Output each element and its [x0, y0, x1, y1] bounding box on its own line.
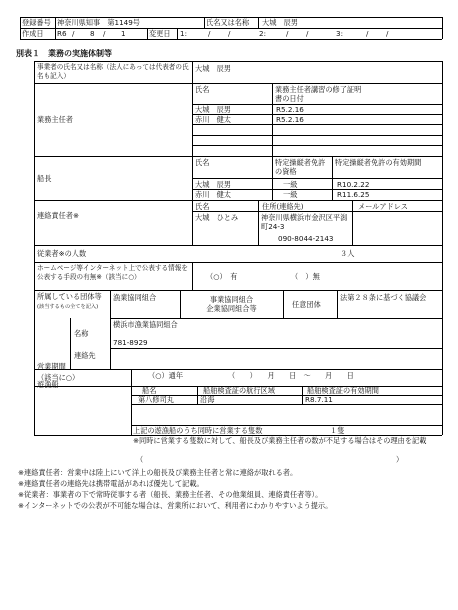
vessel-row-1-expiry: R8.7.11 — [305, 395, 333, 404]
manager-row-2-date: R5.2.16 — [276, 115, 304, 124]
change-date-1: 1: — [180, 29, 187, 38]
captain-row-1-name: 大城 辰男 — [195, 180, 231, 189]
vessel-reason-close: ） — [396, 455, 404, 464]
reg-number-label: 登録番号 — [22, 18, 51, 27]
org-col-voluntary: 任意団体 — [292, 300, 321, 309]
homepage-label: ホームページ等インターネット上で公表する情報を公表する手段の有無※（該当に○） — [37, 264, 188, 281]
vessel-col-area: 船舶検査証の航行区域 — [203, 386, 275, 395]
homepage-yes: （○） 有 — [206, 272, 238, 281]
vessel-row-1-area: 沿海 — [200, 395, 215, 404]
org-col-council: 法第２８条に基づく協議会 — [340, 293, 427, 302]
vessel-reason-open: （ — [136, 455, 144, 464]
manager-row-1-name: 大城 辰男 — [195, 105, 231, 114]
captain-label: 船長 — [37, 174, 52, 183]
contact-col-name: 氏名 — [195, 202, 210, 211]
footnote-2: ※連絡責任者の連絡先は携帯電話があれば優先して記載。 — [18, 479, 204, 488]
contact-phone: 090-8044-2143 — [278, 234, 334, 243]
created-era: R6 — [57, 29, 67, 38]
homepage-no: （ ）無 — [291, 272, 320, 281]
manager-row-1-date: R5.2.16 — [276, 105, 304, 114]
contact-label: 連絡責任者※ — [37, 211, 79, 220]
vessel-col-name: 船名 — [142, 386, 157, 395]
captain-col-expiry: 特定操縦者免許の有効期間 — [335, 158, 422, 167]
name-value: 大城 辰男 — [262, 18, 298, 27]
org-name-value: 横浜市漁業協同組合 — [113, 320, 178, 329]
reg-number-value: 神奈川県知事 第1149号 — [57, 18, 140, 27]
captain-row-2-expiry: R11.6.25 — [337, 190, 370, 199]
captain-row-1-license: 一級 — [283, 180, 298, 189]
org-contact-label: 連絡先 — [74, 351, 96, 360]
vessel-col-expiry: 船舶検査証の有効期間 — [307, 386, 379, 395]
captain-row-2-name: 赤川 健太 — [195, 190, 231, 199]
org-label: 所属している団体等 — [37, 292, 102, 301]
contact-name: 大城 ひとみ — [195, 213, 239, 222]
created-date-label: 作成日 — [22, 29, 44, 38]
business-name-value: 大城 辰男 — [195, 64, 231, 73]
business-name-label: 事業者の氏名又は名称（法人にあっては代表者の氏名も記入） — [37, 63, 189, 80]
vessel-label: 遊漁船 — [37, 380, 59, 389]
employees-value: ３人 — [340, 249, 355, 258]
org-label-note: (該当するもの全てを記入) — [37, 304, 99, 310]
manager-label: 業務主任者 — [37, 115, 73, 124]
created-day: 1 — [121, 29, 126, 38]
manager-col-name: 氏名 — [195, 85, 210, 94]
footnote-4: ※インターネットでの公表が不可能な場合は、営業所において、利用者にわかりやすいよう提示。 — [18, 501, 333, 510]
contact-col-address: 住所(連絡先) — [262, 202, 304, 211]
org-name-label: 名称 — [74, 329, 89, 338]
captain-row-1-expiry: R10.2.22 — [337, 180, 370, 189]
period-label: 営業期間 — [37, 362, 66, 371]
name-label: 氏名又は名称 — [206, 18, 250, 27]
period-range: （ ） 月 日 ～ 月 日 — [228, 371, 354, 380]
captain-row-2-license: 一級 — [283, 190, 298, 199]
document-page: 登録番号 神奈川県知事 第1149号 氏名又は名称 大城 辰男 作成日 R6 / 8 / 1 変更日 1: / / 2: / / 3: / / 別表１ 業務の実施体制等 事業者の氏名又は名称（法人にあっては代表者の氏名も記入） 大城 辰男 業務主任者 氏名 業務主任者講習の修了証明書の日付 大城 辰男 R5.2.16 赤川 健太 R5.2.16 船長 氏名 特定操縦者免許の資格 特定操縦者免許の有効期間 大城 辰男 一級 R10.2.22 赤川 健太 一級 R11.6.25 連絡責任者※ 氏名 住所(連絡先) メールアドレス 大城 ひとみ 神奈川県横浜市金沢区平潟町24-3 090-8044-2143 従業者※の人数 ３人 ホームページ等インターネット上で公表する情報を公表する手段の有無※（該当に○） （○） 有 （ ）無 所属している団体等 (該当するもの全てを記入) 漁業協同組合 事業協同組合 企業協同組合等 任意団体 法第２８条に基づく協議会 名称 横浜市漁業協同組合 連絡先 781-8929 営業期間 （該当に○） （○）通年 （ ） 月 日 ～ 月 日 遊漁船 船名 船舶検査証の航行区域 船舶検査証の有効期間 第八修司丸 沿海 R8.7.11 上記の遊漁船のうち同時に営業する隻数 １隻 ※同時に営業する隻数に対して、船長及び業務主任者の数が不足する場合はその理由を記載 （ ） ※連絡責任者：営業中は陸上にいて洋上の船長及び業務主任者と常に連絡が取れる者。 ※連絡責任者の連絡先は携帯電話があれば優先して記載。 ※従業者：事業者の下で常時従事する者（船長、業務主任者、その他業組員、連絡責任者等）。 ※インターネットでの公表が不可能な場合は、営業所において、利用者にわかりやすいよう提示。 — [0, 0, 458, 610]
period-label-note: （該当に○） — [37, 373, 80, 382]
period-yearround: （○）通年 — [148, 371, 184, 380]
footnote-3: ※従業者：事業者の下で常時従事する者（船長、業務主任者、その他業組員、連絡責任者等）。 — [18, 490, 323, 499]
vessel-simul-note: ※同時に営業する隻数に対して、船長及び業務主任者の数が不足する場合はその理由を記載 — [133, 436, 427, 445]
created-month: 8 — [90, 29, 95, 38]
change-date-2: 2: — [259, 29, 266, 38]
contact-address: 神奈川県横浜市金沢区平潟町24-3 — [261, 213, 348, 232]
vessel-row-1-name: 第八修司丸 — [138, 395, 174, 404]
employees-label: 従業者※の人数 — [37, 249, 87, 258]
change-date-3: 3: — [336, 29, 343, 38]
footnote-1: ※連絡責任者：営業中は陸上にいて洋上の船長及び業務主任者と常に連絡が取れる者。 — [18, 468, 298, 477]
vessel-simul-label: 上記の遊漁船のうち同時に営業する隻数 — [133, 426, 263, 435]
vessel-simul-value: １隻 — [330, 426, 345, 435]
captain-col-name: 氏名 — [195, 158, 210, 167]
org-contact-value: 781-8929 — [113, 338, 148, 347]
org-col-fishery: 漁業協同組合 — [113, 293, 157, 302]
manager-col-cert: 業務主任者講習の修了証明書の日付 — [275, 85, 362, 104]
contact-col-email: メールアドレス — [358, 202, 408, 211]
captain-col-license: 特定操縦者免許の資格 — [275, 158, 326, 177]
org-col-cooperative: 事業協同組合 企業協同組合等 — [206, 295, 257, 314]
change-date-label: 変更日 — [149, 29, 171, 38]
page-title: 別表１ 業務の実施体制等 — [16, 49, 112, 58]
manager-row-2-name: 赤川 健太 — [195, 115, 231, 124]
